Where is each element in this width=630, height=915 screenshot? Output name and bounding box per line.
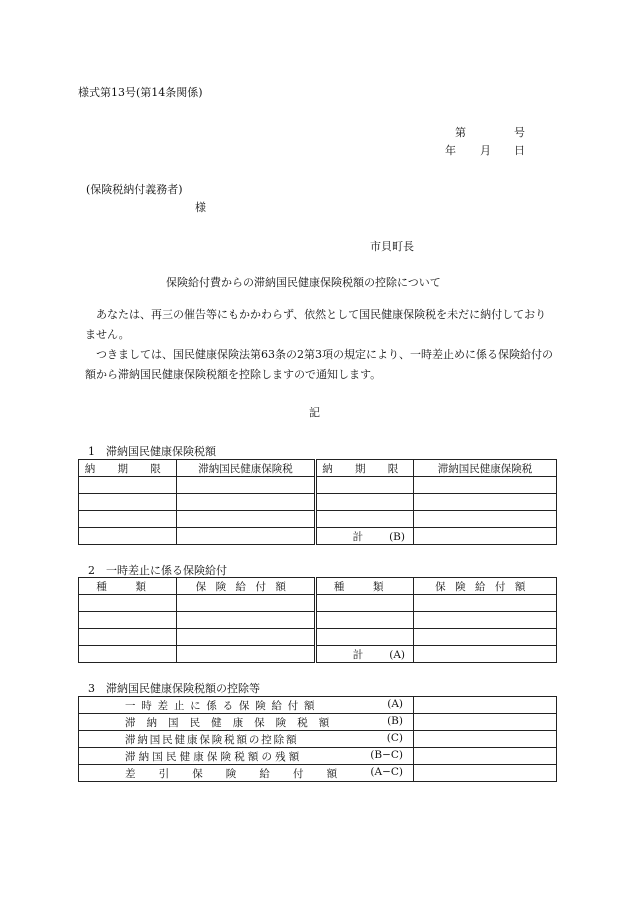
table-cell[interactable] <box>79 528 177 545</box>
table-row <box>79 697 557 714</box>
column-header: 納 期 限 <box>79 460 177 477</box>
table-row <box>79 731 557 748</box>
table-cell[interactable] <box>177 477 316 494</box>
deduction-row-value[interactable] <box>414 697 557 714</box>
date-month: 月 <box>480 144 491 157</box>
ki-marker: 記 <box>309 406 320 419</box>
section3-heading: 3 滞納国民健康保険税額の控除等 <box>88 682 260 695</box>
table-cell[interactable] <box>177 494 316 511</box>
table-row <box>79 477 557 494</box>
deduction-row-code: (B−C) <box>370 749 403 761</box>
deduction-row-label: 差引保険給付額 (A−C) <box>79 765 414 782</box>
table-cell[interactable] <box>316 612 414 629</box>
table-cell[interactable] <box>316 629 414 646</box>
body-paragraph-2: つきましては、国民健康保険法第63条の2第3項の規定により、一時差止めに係る保険給付の額から滞納国民健康保険税額を控除しますので通知します。 <box>85 348 553 381</box>
body-paragraph-1: あなたは、再三の催告等にもかかわらず、依然として国民健康保険税を未だに納付しておりません。 <box>85 308 547 341</box>
form-number: 様式第13号(第14条関係) <box>78 86 203 99</box>
addressee-honorific: 様 <box>195 201 206 214</box>
total-mark: (A) <box>389 648 405 661</box>
table-cell[interactable] <box>177 511 316 528</box>
table-cell[interactable] <box>79 629 177 646</box>
table-row <box>79 612 557 629</box>
table-row <box>79 629 557 646</box>
deduction-row-value[interactable] <box>414 731 557 748</box>
table-row <box>79 494 557 511</box>
total-label: 計 <box>352 648 364 661</box>
section2-heading: 2 一時差止に係る保険給付 <box>88 564 227 577</box>
table-row <box>79 511 557 528</box>
total-label-cell <box>316 646 414 663</box>
table-row <box>79 646 557 663</box>
section2-table <box>78 577 557 663</box>
table-cell[interactable] <box>79 595 177 612</box>
deduction-row-code: (B) <box>387 715 403 727</box>
column-header: 保険給付額 <box>177 578 316 595</box>
table-cell[interactable] <box>177 646 316 663</box>
section3-table <box>78 696 557 782</box>
table-cell[interactable] <box>79 511 177 528</box>
table-cell[interactable] <box>414 477 557 494</box>
table-cell[interactable] <box>316 477 414 494</box>
table-cell[interactable] <box>316 494 414 511</box>
table-cell[interactable] <box>177 595 316 612</box>
total-value-cell[interactable] <box>414 646 557 663</box>
section1-table <box>78 459 557 545</box>
deduction-row-label: 滞納国民健康保険税額の控除額 (C) <box>79 731 414 748</box>
table-cell[interactable] <box>316 511 414 528</box>
column-header: 種 類 <box>79 578 177 595</box>
table-cell[interactable] <box>414 511 557 528</box>
table-cell[interactable] <box>177 612 316 629</box>
table-cell[interactable] <box>414 612 557 629</box>
deduction-row-code: (C) <box>386 732 403 744</box>
document-title: 保険給付費からの滞納国民健康保険税額の控除について <box>166 276 441 289</box>
deduction-row-label: 滞納国民健康保険税額の残額 (B−C) <box>79 748 414 765</box>
doc-number-suffix: 号 <box>514 126 525 139</box>
table-cell[interactable] <box>79 494 177 511</box>
table-cell[interactable] <box>414 494 557 511</box>
table-row <box>79 578 557 595</box>
deduction-row-value[interactable] <box>414 765 557 782</box>
table-row <box>79 460 557 477</box>
table-cell[interactable] <box>79 646 177 663</box>
deduction-row-code: (A) <box>387 698 403 710</box>
table-cell[interactable] <box>79 612 177 629</box>
doc-number-prefix: 第 <box>455 126 466 139</box>
column-header: 滞納国民健康保険税 <box>177 460 316 477</box>
deduction-row-code: (A−C) <box>370 766 403 778</box>
total-label: 計 <box>352 530 364 543</box>
table-cell[interactable] <box>414 629 557 646</box>
column-header: 種 類 <box>316 578 414 595</box>
sender: 市貝町長 <box>370 240 414 253</box>
total-label-cell <box>316 528 414 545</box>
addressee-label: (保険税納付義務者) <box>86 183 183 196</box>
deduction-row-label: 滞納国民健康保険税額 (B) <box>79 714 414 731</box>
table-row <box>79 765 557 782</box>
date-day: 日 <box>514 144 525 157</box>
column-header: 滞納国民健康保険税 <box>414 460 557 477</box>
table-cell[interactable] <box>177 629 316 646</box>
column-header: 保険給付額 <box>414 578 557 595</box>
section1-heading: 1 滞納国民健康保険税額 <box>88 445 216 458</box>
total-mark: (B) <box>389 530 405 543</box>
total-value-cell[interactable] <box>414 528 557 545</box>
table-row <box>79 528 557 545</box>
table-row <box>79 714 557 731</box>
table-cell[interactable] <box>177 528 316 545</box>
table-row <box>79 595 557 612</box>
table-cell[interactable] <box>79 477 177 494</box>
column-header: 納 期 限 <box>316 460 414 477</box>
date-year: 年 <box>445 144 456 157</box>
table-cell[interactable] <box>414 595 557 612</box>
deduction-row-label: 一時差止に係る保険給付額 (A) <box>79 697 414 714</box>
table-cell[interactable] <box>316 595 414 612</box>
deduction-row-value[interactable] <box>414 748 557 765</box>
table-row <box>79 748 557 765</box>
deduction-row-value[interactable] <box>414 714 557 731</box>
